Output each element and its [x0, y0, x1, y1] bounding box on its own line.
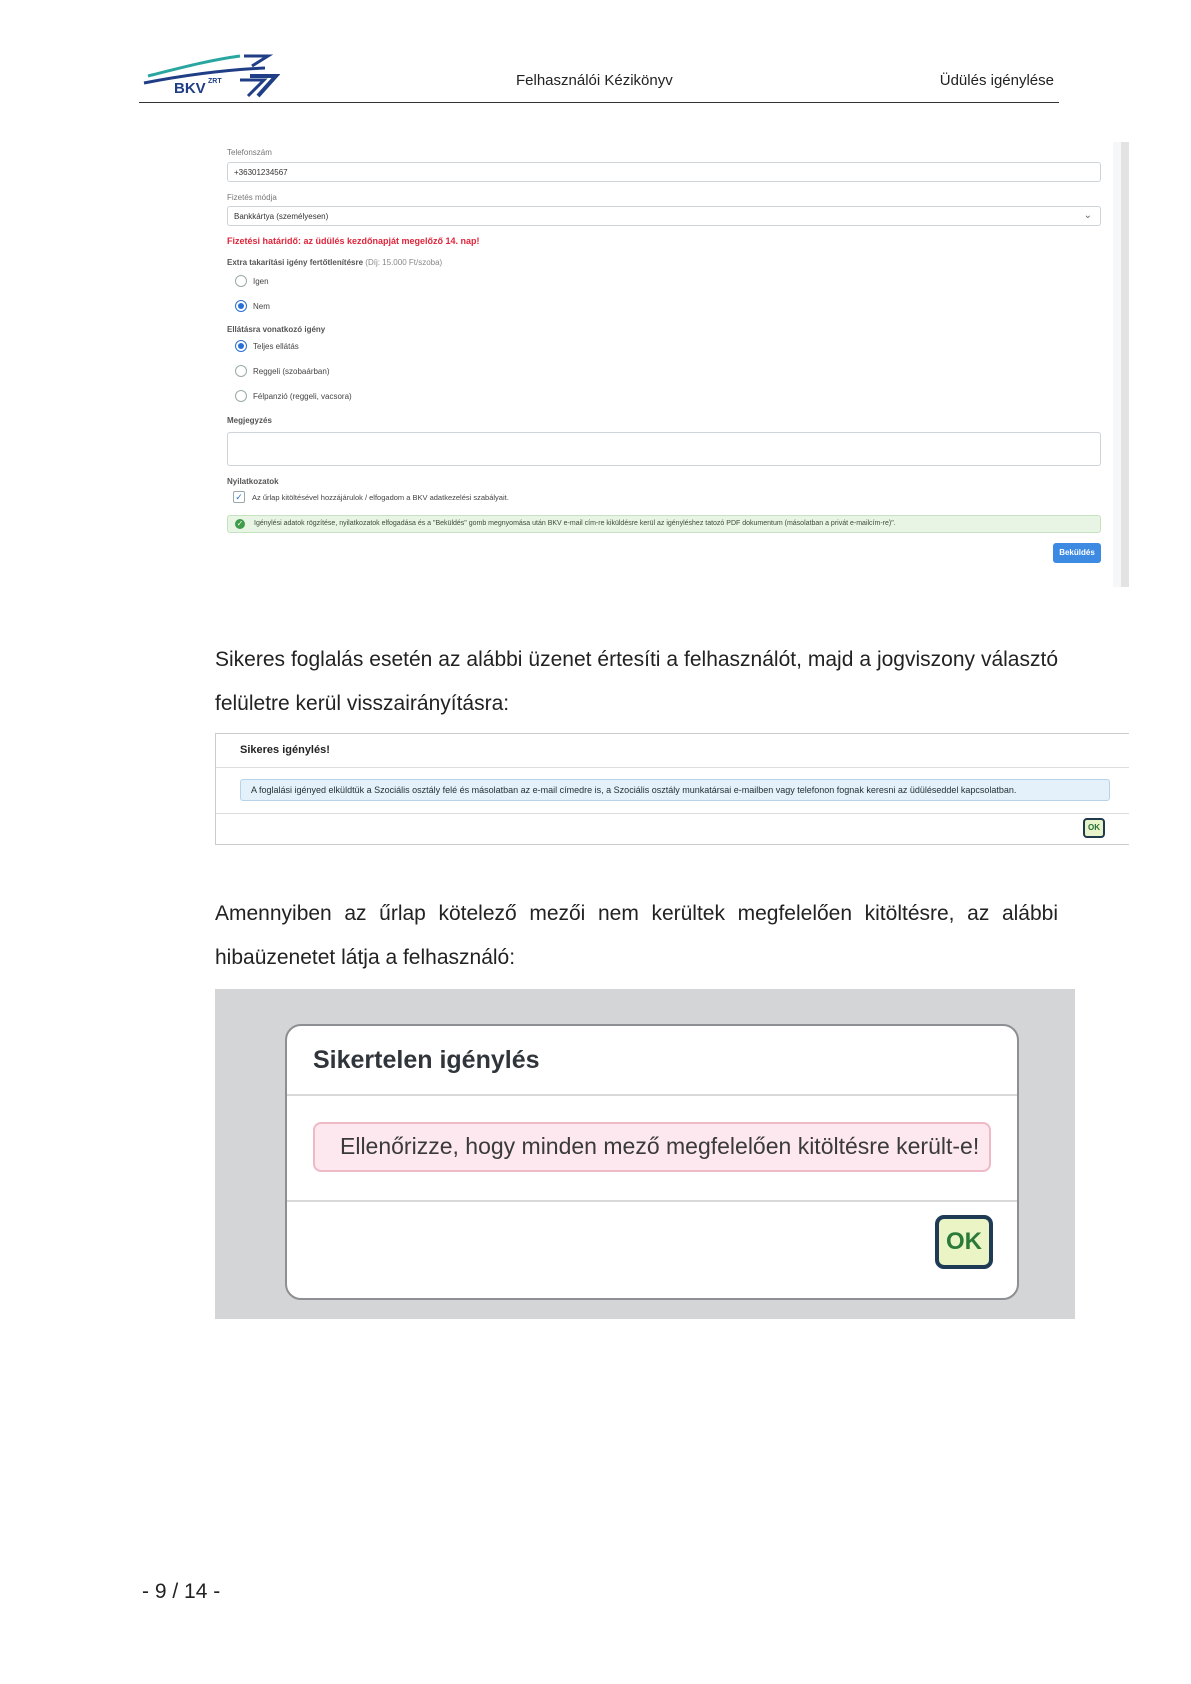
payment-deadline-warning: Fizetési határidő: az üdülés kezdőnapját megelőző 14. nap!: [227, 236, 480, 246]
payment-label: Fizetés módja: [227, 193, 277, 202]
success-dialog-message: A foglalási igényed elküldtük a Szociális osztály felé és másolatban az e-mail címedre is, a Szociális osztály munkatársai e-mailben vagy telefonon fognak keresni az üdüléseddel kapcsolatban.: [240, 779, 1110, 801]
form-screenshot: [215, 142, 1129, 587]
radio-cleaning-no-label: Nem: [253, 302, 270, 311]
error-ok-button[interactable]: OK: [935, 1215, 993, 1269]
header-section: Üdülés igénylése: [939, 72, 1054, 89]
cleaning-label-text: Extra takarítási igény fertőtlenítésre: [227, 258, 364, 267]
chevron-down-icon: ⌄: [1083, 210, 1092, 221]
cleaning-fee: (Díj: 15.000 Ft/szoba): [365, 258, 443, 267]
paragraph-error: Amennyiben az űrlap kötelező mezői nem kerültek megfelelően kitöltésre, az alábbi hibaüzenetet látja a felhasználó:: [215, 902, 1058, 969]
info-alert: [227, 515, 1101, 533]
success-dialog-screenshot: [215, 733, 1129, 845]
paragraph-success: Sikeres foglalás esetén az alábbi üzenet értesíti a felhasználót, majd a jogviszony választó felületre kerül visszairányításra:: [215, 648, 1058, 715]
radio-board-full[interactable]: [235, 340, 247, 352]
declarations-label: Nyilatkozatok: [227, 477, 279, 486]
notes-textarea[interactable]: [227, 432, 1101, 466]
bkv-logo: [140, 50, 280, 102]
error-dialog-title: Sikertelen igénylés: [313, 1046, 540, 1074]
radio-board-half-label: Félpanzió (reggeli, vacsora): [253, 392, 352, 401]
info-alert-text: Igénylési adatok rögzítése, nyilatkozatok elfogadása és a "Beküldés" gomb megnyomása után BKV e-mail cím-re kiküldésre kerül az igényléshez tatozó PDF dokumentum (másolatban a privát e-mailcím-re)".: [254, 520, 896, 527]
divider: [216, 813, 1129, 814]
page-number: - 9 / 14 -: [142, 1580, 221, 1603]
radio-cleaning-no[interactable]: [235, 300, 247, 312]
radio-cleaning-yes[interactable]: [235, 275, 247, 287]
notes-label: Megjegyzés: [227, 416, 272, 425]
divider: [287, 1200, 1017, 1202]
divider: [216, 767, 1129, 768]
header-title: Felhasználói Kézikönyv: [516, 72, 673, 89]
submit-button[interactable]: Beküldés: [1053, 543, 1101, 563]
check-circle-icon: ✓: [236, 519, 244, 528]
logo-text: BKV: [174, 80, 206, 97]
success-ok-button[interactable]: OK: [1083, 818, 1105, 838]
form-panel: [215, 142, 1113, 587]
radio-board-breakfast[interactable]: [235, 365, 247, 377]
scrollbar[interactable]: [1121, 142, 1129, 587]
error-dialog: [285, 1024, 1019, 1300]
radio-cleaning-yes-label: Igen: [253, 277, 269, 286]
error-dialog-screenshot: [215, 989, 1075, 1319]
declaration-checkbox[interactable]: ✓: [233, 491, 245, 503]
payment-select[interactable]: [227, 206, 1101, 226]
divider: [287, 1094, 1017, 1096]
success-dialog-title: Sikeres igénylés!: [240, 744, 330, 756]
radio-board-half[interactable]: [235, 390, 247, 402]
header-divider: [139, 102, 1059, 103]
board-label: Ellátásra vonatkozó igény: [227, 325, 326, 334]
logo-sup: ZRT: [208, 78, 222, 85]
phone-label: Telefonszám: [227, 148, 272, 157]
payment-select-value: Bankkártya (személyesen): [234, 212, 329, 221]
declaration-text: Az űrlap kitöltésével hozzájárulok / elfogadom a BKV adatkezelési szabályait.: [252, 493, 509, 502]
phone-field[interactable]: +36301234567: [227, 162, 1101, 182]
radio-board-full-label: Teljes ellátás: [253, 342, 299, 351]
error-dialog-message: Ellenőrizze, hogy minden mező megfelelően kitöltésre került-e!: [313, 1122, 991, 1172]
radio-board-breakfast-label: Reggeli (szobaárban): [253, 367, 330, 376]
cleaning-label: [227, 258, 442, 267]
